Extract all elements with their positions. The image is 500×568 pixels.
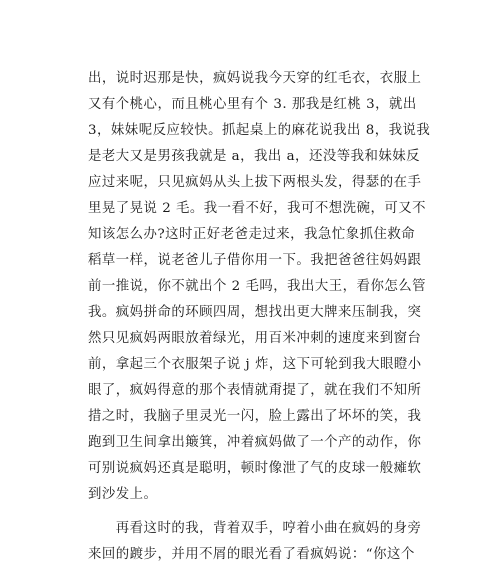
text-line: 前，拿起三个衣服架子说 j 炸，这下可轮到我大眼瞪小 <box>88 357 422 372</box>
paragraph-1 <box>88 66 431 508</box>
body-text <box>88 66 431 568</box>
text-line: 来回的踱步，并用不屑的眼光看了看疯妈说：“你这个 <box>88 547 415 562</box>
paragraph-gap <box>88 508 424 516</box>
text-line: 是老大又是男孩我就是 a，我出 a，还没等我和妹妹反 <box>88 149 421 164</box>
text-line: 出，说时迟那是快，疯妈说我今天穿的红毛衣，衣服上 <box>88 71 422 86</box>
text-line: 知该怎么办?这时正好老爸走过来，我急忙象抓住救命 <box>88 227 416 242</box>
text-line: 又有个桃心，而且桃心里有个 3. 那我是红桃 3，就出 <box>88 97 417 112</box>
text-line: 应过来呢，只见疯妈从头上拔下两根头发，得瑟的在手 <box>88 175 422 190</box>
text-line: 眼了，疯妈得意的那个表情就甭提了，就在我们不知所 <box>88 383 422 398</box>
text-line: 到沙发上。 <box>88 487 158 502</box>
text-line: 措之时，我脑子里灵光一闪，脸上露出了坏坏的笑，我 <box>88 409 422 424</box>
text-line: 3，妹妹呢反应较快。抓起桌上的麻花说我出 8，我说我 <box>88 123 431 138</box>
text-line: 我。疯妈拼命的环顾四周，想找出更大牌来压制我，突 <box>88 305 422 320</box>
text-line: 可别说疯妈还真是聪明，顿时像泄了气的皮球一般瘫软 <box>88 461 422 476</box>
text-line: 稻草一样，说老爸儿子借你用一下。我把爸爸往妈妈跟 <box>88 253 422 268</box>
text-line: 再看这时的我，背着双手，哼着小曲在疯妈的身旁 <box>88 521 422 536</box>
text-line: 跑到卫生间拿出簸箕，冲着疯妈做了一个产的动作，你 <box>88 435 422 450</box>
paragraph-2 <box>88 516 424 568</box>
text-line: 前一推说，你不就出个 2 毛吗，我出大王，看你怎么管 <box>88 279 427 294</box>
text-line: 然只见疯妈两眼放着绿光，用百米冲刺的速度来到窗台 <box>88 331 422 346</box>
text-line: 里晃了晃说 2 毛。我一看不好，我可不想洗碗，可又不 <box>88 201 427 216</box>
